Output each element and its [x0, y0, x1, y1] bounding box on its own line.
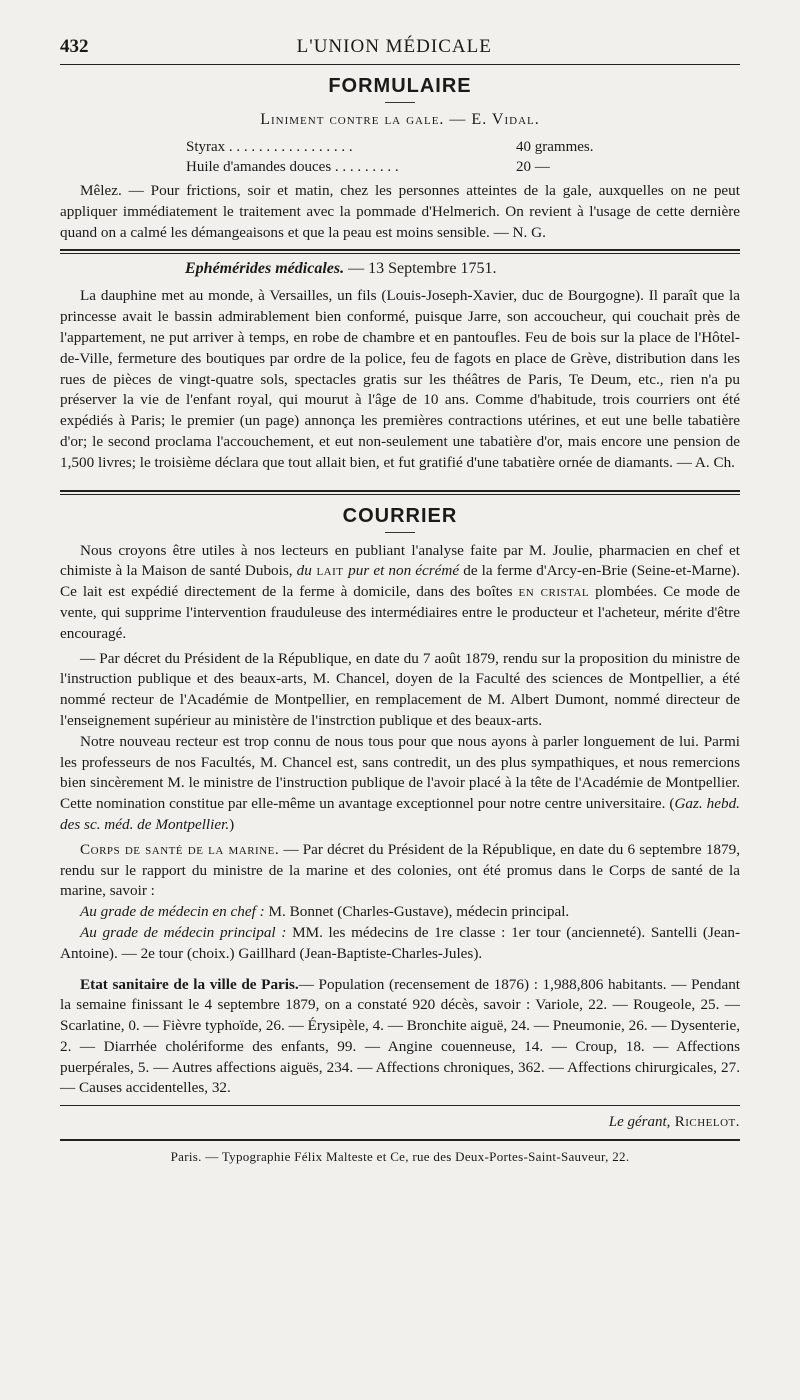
text-run: MM. les médecins de 1re classe : 1er tour (ancienneté). Santelli (Jean-Antoine). — 2e tour (choix.) Gaillhard (Jean-Baptiste-Charles-Jules).	[60, 923, 740, 962]
ephemerides-text: La dauphine met au monde, à Versailles, un fils (Louis-Joseph-Xavier, duc de Bourgogne). Il paraît que la princesse avait le bassin admirablement bien conformé, puisque Jarre, son accoucheur, qui couchait près de l'appartement, ne put arriver à temps, en robe de chambre et en pantoufles. Feu de bois sur la place de l'Hôtel-de-Ville, fermeture des boutiques par ordre de la police, feu de fagots en place de Grève, distribution dans les rues de pièces de vingt-quatre sols, spectacles gratis sur les théâtres de Paris, Te Deum, etc., rien n'a pu préserver la vie de l'enfant royal, qui mourut à l'âge de 10 ans. Comme d'habitude, trois courriers ont été expédiés à Paris; le premier (un page) annonça les premières contractions utérines, et eut une belle tabatière d'or; le second proclama l'accouchement, et eut non-seulement une tabatière d'or, mais encore une pension de 1,500 livres; le troisième déclara que tout allait bien, et fut gratifié d'une tabatière ornée de diamants. — A. Ch.	[60, 287, 740, 471]
etat-sanitaire-text: — Population (recensement de 1876) : 1,988,806 habitants. — Pendant la semaine finissant le 4 septembre 1879, on a constaté 920 décès, savoir : Variole, 22. — Rougeole, 25. — Scarlatine, 0. — Fièvre typhoïde, 26. — Érysipèle, 4. — Bronchite aiguë, 24. — Pneumonie, 26. — Dysenterie, 2. — Diarrhée cholériforme des enfants, 99. — Angine couenneuse, 14. — Croup, 18. — Affections puerpérales, 5. — Autres affections aiguës, 234. — Affections chroniques, 362. — Affections chirurgicales, 27. — Causes accidentelles, 32.	[60, 975, 741, 1097]
section-divider	[60, 249, 740, 254]
journal-title: L'UNION MÉDICALE	[296, 36, 492, 57]
text-run: Nous croyons être utiles à nos lecteurs en publiant l'analyse faite par M. Joulie, pharmacien en chef et chimiste à la Maison de santé Dubois,	[60, 541, 740, 580]
ingredient-row	[186, 157, 666, 177]
section-divider	[60, 1105, 740, 1106]
signature	[60, 1114, 744, 1131]
courrier-section	[60, 505, 740, 1100]
text-run: Notre nouveau recteur est trop connu de nous tous pour que nous ayons à parler longuement de lui. Parmi les professeurs de nos Facultés, M. Chancel est, sans contredit, un des plus sympathiques, et nous remercions bien sincèrement M. le ministre de l'instruction publique de l'avoir placé à la tête de l'Académie de Montpellier. Cette nomination constitue par elle-même un avantage exceptionnel pour notre centre universitaire. (	[60, 732, 740, 813]
text-run: lait	[311, 562, 349, 580]
title-divider	[385, 532, 415, 533]
header-rule	[60, 64, 740, 65]
ephemerides-title: Ephémérides médicales.	[185, 260, 345, 278]
ephemerides-date: — 13 Septembre 1751.	[344, 260, 497, 278]
text-run: )	[229, 815, 235, 833]
text-run: Au grade de médecin en chef :	[80, 903, 265, 921]
courrier-paragraph	[60, 923, 740, 965]
section-divider	[60, 490, 740, 495]
courrier-title: COURRIER	[342, 504, 458, 527]
signature-name: Richelot.	[670, 1114, 740, 1131]
page-header	[60, 36, 740, 58]
courrier-paragraph: — Par décret du Président de la République, en date du 7 août 1879, rendu sur la proposition du ministre de l'instruction publique et des beaux-arts, M. Chancel, doyen de la Faculté des sciences de Montpellier, a été nommé recteur de l'Académie de Montpellier, en remplacement de M. Albert Dumont, nommé directeur de l'enseignement supérieur au ministère de l'instrction publique et des beaux-arts.	[60, 649, 740, 729]
text-run: — Par décret du Président de la République, en date du 6 septembre 1879, rendu sur le rapport du ministre de la marine et des colonies, ont été promus dans le Corps de santé de la marine, savoir :	[60, 840, 740, 900]
courrier-paragraph	[60, 840, 740, 902]
ingredient-row	[186, 137, 666, 157]
ingredient-name: Styrax . . . . . . . . . . . . . . . . .	[186, 139, 353, 155]
signature-label: Le gérant,	[608, 1114, 671, 1131]
ephemerides-heading	[185, 260, 740, 278]
etat-sanitaire-title: Etat sanitaire de la ville de Paris.	[80, 975, 299, 993]
text-run: plombées. Ce mode de vente, qui supprime l'intervention frauduleuse des intermédiaires entre le producteur et l'acheteur, mérite d'être encouragé.	[60, 583, 741, 642]
courrier-paragraph	[60, 732, 740, 836]
text-run: du	[296, 562, 312, 580]
text-run: Gaz. hebd. des sc. méd. de Montpellier.	[60, 795, 740, 833]
ephemerides-section	[60, 260, 740, 473]
text-run: pur et non écrémé	[348, 562, 460, 580]
formulaire-text: Mêlez. — Pour frictions, soir et matin, chez les personnes atteintes de la gale, auxquelles on ne peut appliquer immédiatement le traitement avec la pommade d'Helmerich. On revient à l'usage de cette dernière quand on a calmé les démangeaisons et que la peau est moins sensible. — N. G.	[60, 182, 740, 241]
imprint: Paris. — Typographie Félix Malteste et Ce, rue des Deux-Portes-Saint-Sauveur, 22.	[170, 1149, 630, 1165]
text-run: Corps de santé de la marine.	[80, 840, 280, 858]
text-run: de la ferme d'Arcy-en-Brie (Seine-et-Marne). Ce lait est expédié directement de la ferme à domicile, dans des boîtes	[60, 562, 741, 601]
footer-rule	[60, 1139, 740, 1141]
text-run: Au grade de médecin principal :	[80, 923, 287, 941]
recipe-title: Liniment contre la gale. — E. Vidal.	[260, 111, 540, 128]
text-run: M. Bonnet (Charles-Gustave), médecin principal.	[264, 903, 570, 921]
title-divider	[385, 102, 415, 103]
formulaire-title: FORMULAIRE	[328, 75, 472, 97]
courrier-paragraph	[60, 902, 740, 923]
ingredient-amount: 20 —	[516, 159, 550, 175]
etat-sanitaire-paragraph	[60, 975, 740, 1100]
ingredient-amount: 40 grammes.	[516, 139, 594, 155]
ingredient-name: Huile d'amandes douces . . . . . . . . .	[186, 159, 399, 175]
text-run: en cristal	[518, 583, 590, 601]
page-number: 432	[60, 36, 89, 57]
courrier-paragraph	[60, 541, 740, 645]
formulaire-section	[60, 75, 740, 243]
